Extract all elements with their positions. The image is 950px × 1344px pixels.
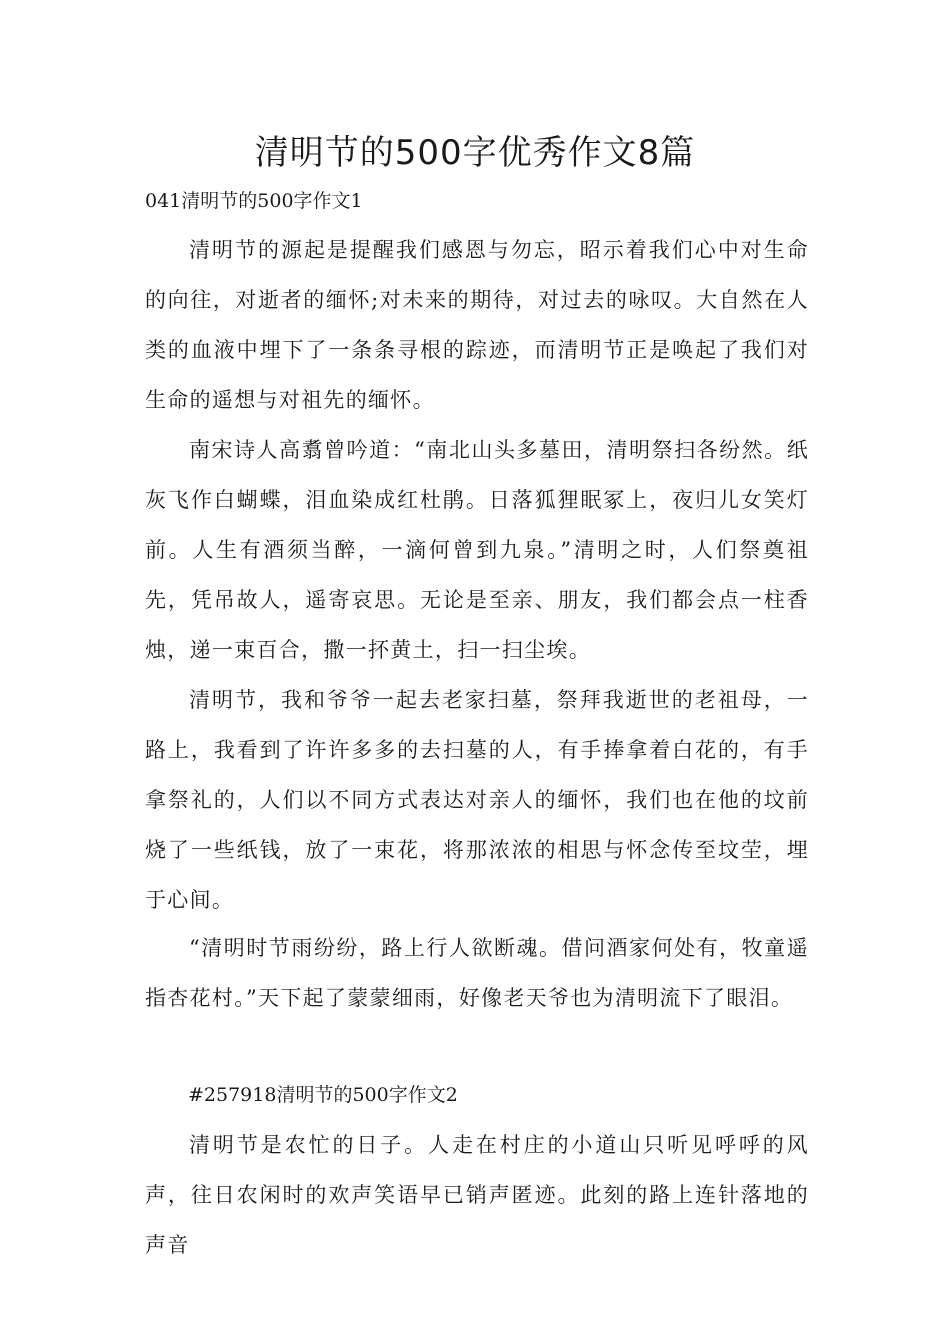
paragraph: 清明节，我和爷爷一起去老家扫墓，祭拜我逝世的老祖母，一路上，我看到了许许多多的去扫墓的人，有手捧拿着白花的，有手拿祭礼的，人们以不同方式表达对亲人的缅怀，我们也在他的坟前烧了一些纸钱，放了一束花，将那浓浓的相思与怀念传至坟茔，埋于心间。 — [145, 688, 809, 912]
paragraph: 南宋诗人高翥曾吟道：“南北山头多墓田，清明祭扫各纷然。纸灰飞作白蝴蝶，泪血染成红杜鹃。日落狐狸眠冢上，夜归儿女笑灯前。人生有酒须当醉，一滴何曾到九泉。”清明之时，人们祭奠祖先，凭吊故人，遥寄哀思。无论是至亲、朋友，我们都会点一柱香烛，递一束百合，撒一抔黄土，扫一扫尘埃。 — [145, 438, 809, 662]
paragraph: 清明节是农忙的日子。人走在村庄的小道山只听见呼呼的风声，往日农闲时的欢声笑语早已销声匿迹。此刻的路上连针落地的声音 — [145, 1133, 809, 1257]
paragraph: 清明节的源起是提醒我们感恩与勿忘，昭示着我们心中对生命的向往，对逝者的缅怀;对未来的期待，对过去的咏叹。大自然在人类的血液中埋下了一条条寻根的踪迹，而清明节正是唤起了我们对生命的遥想与对祖先的缅怀。 — [145, 238, 809, 412]
document-title: 清明节的500字优秀作文8篇 — [254, 133, 696, 173]
section-heading: 041清明节的500字作文1 — [145, 190, 363, 212]
paragraph: “清明时节雨纷纷，路上行人欲断魂。借问酒家何处有，牧童遥指杏花村。”天下起了蒙蒙细雨，好像老天爷也为清明流下了眼泪。 — [145, 936, 809, 1010]
section-heading: #257918清明节的500字作文2 — [188, 1084, 458, 1106]
